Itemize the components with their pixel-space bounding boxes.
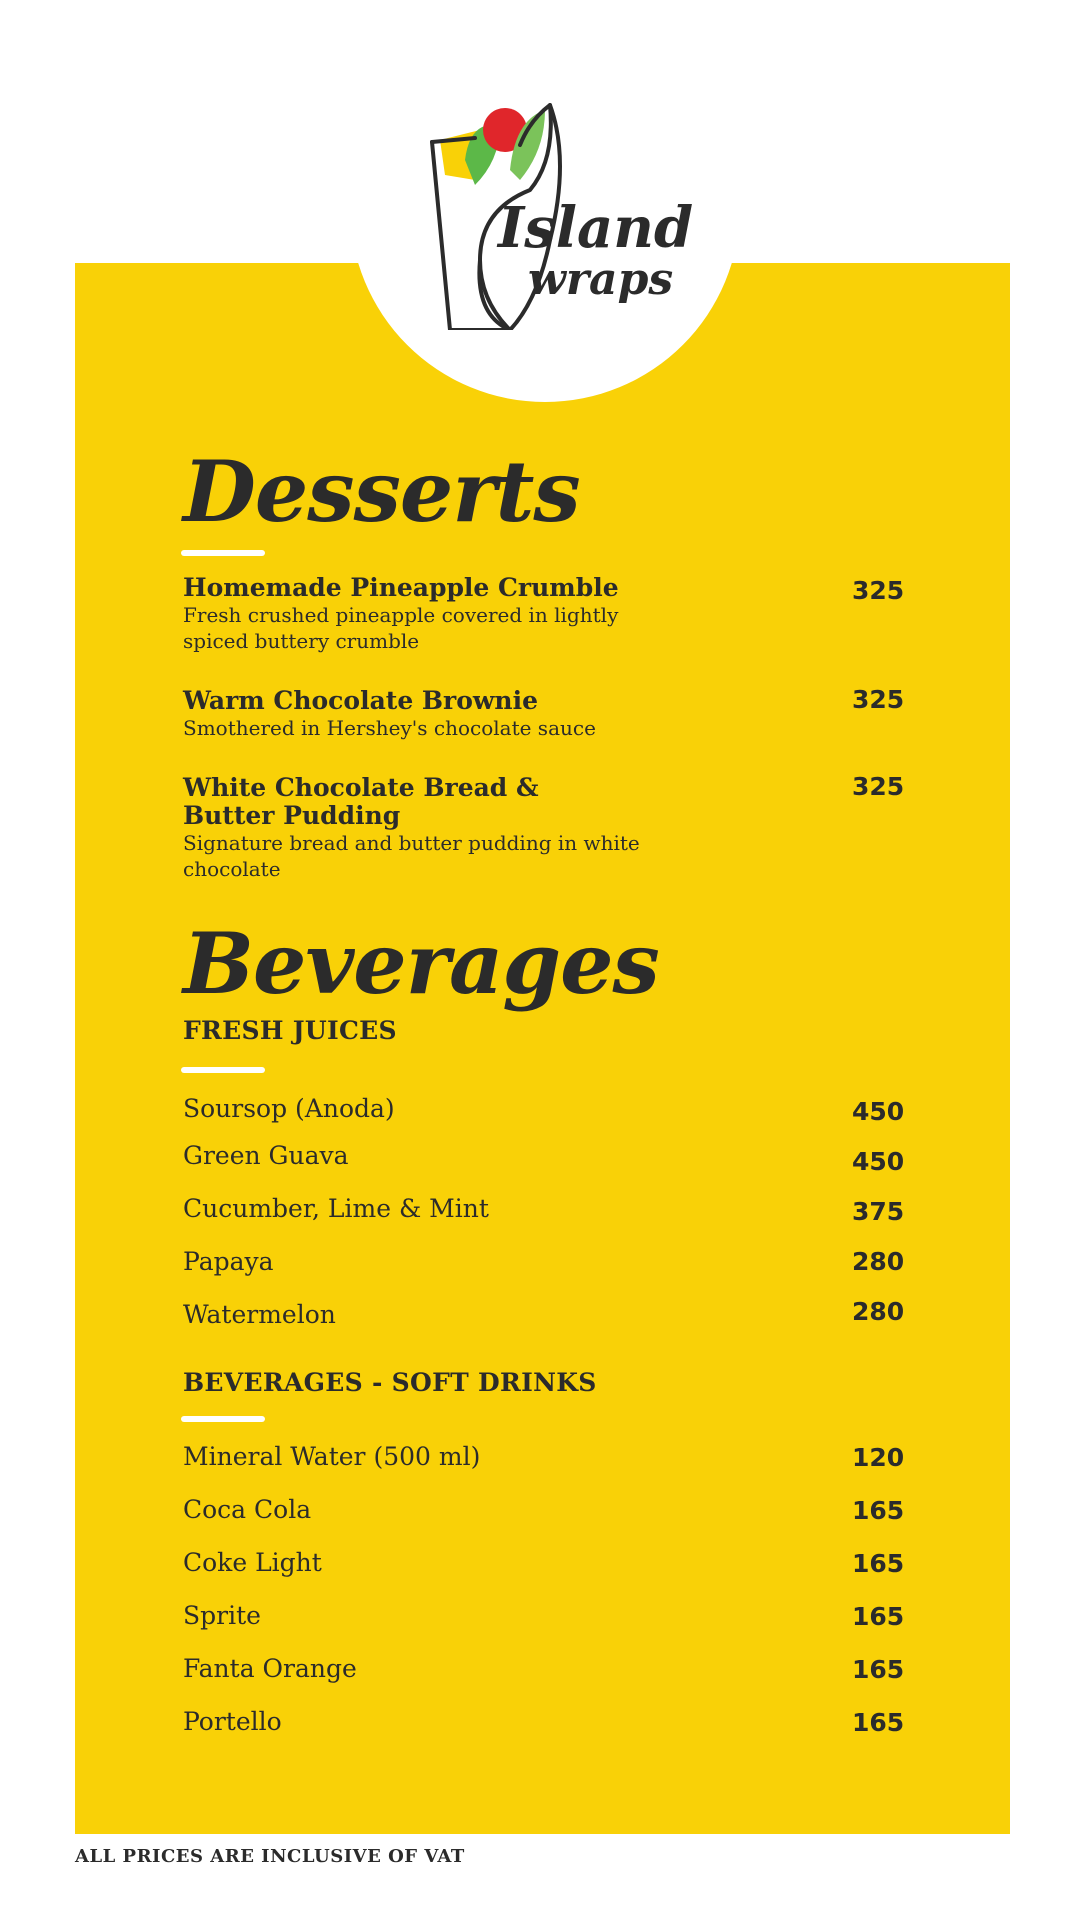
dessert-price: 325 [852, 576, 905, 605]
drink-name: Portello [183, 1707, 282, 1736]
drink-price: 120 [852, 1443, 905, 1472]
fresh-juices-heading: FRESH JUICES [183, 1016, 397, 1045]
fresh-juices-underline [181, 1067, 265, 1073]
soft-drinks-underline [181, 1416, 265, 1422]
dessert-desc: Smothered in Hershey's chocolate sauce [183, 716, 596, 740]
dessert-desc: Signature bread and butter pudding in white chocolate [183, 831, 640, 881]
juice-price: 280 [852, 1247, 905, 1276]
dessert-name: Homemade Pineapple Crumble [183, 573, 619, 602]
drink-name: Fanta Orange [183, 1654, 357, 1683]
juice-price: 375 [852, 1197, 905, 1226]
juice-name: Green Guava [183, 1141, 349, 1170]
drink-price: 165 [852, 1655, 905, 1684]
juice-name: Cucumber, Lime & Mint [183, 1194, 489, 1223]
drink-price: 165 [852, 1496, 905, 1525]
logo-text-line1: Island [498, 195, 694, 261]
logo-text-line2: wraps [528, 254, 674, 305]
juice-price: 450 [852, 1097, 905, 1126]
juice-name: Soursop (Anoda) [183, 1094, 395, 1123]
dessert-item [183, 687, 883, 741]
dessert-name: White Chocolate Bread & Butter Pudding [183, 773, 539, 830]
dessert-item [183, 574, 883, 654]
juice-name: Watermelon [183, 1300, 336, 1329]
drink-price: 165 [852, 1708, 905, 1737]
juice-price: 450 [852, 1147, 905, 1176]
soft-drinks-heading: BEVERAGES - SOFT DRINKS [183, 1368, 597, 1397]
dessert-desc: Fresh crushed pineapple covered in lightly spiced buttery crumble [183, 603, 619, 653]
dessert-item [183, 774, 883, 882]
island-wraps-logo [420, 100, 694, 330]
dessert-name: Warm Chocolate Brownie [183, 686, 539, 715]
juice-price: 280 [852, 1297, 905, 1326]
drink-price: 165 [852, 1602, 905, 1631]
vat-note: ALL PRICES ARE INCLUSIVE OF VAT [75, 1846, 465, 1867]
desserts-title: Desserts [183, 442, 580, 541]
desserts-underline [181, 550, 265, 556]
dessert-price: 325 [852, 772, 905, 801]
juice-name: Papaya [183, 1247, 274, 1276]
beverages-title: Beverages [183, 914, 659, 1013]
drink-name: Mineral Water (500 ml) [183, 1442, 481, 1471]
drink-price: 165 [852, 1549, 905, 1578]
dessert-price: 325 [852, 685, 905, 714]
drink-name: Sprite [183, 1601, 261, 1630]
drink-name: Coke Light [183, 1548, 322, 1577]
drink-name: Coca Cola [183, 1495, 312, 1524]
